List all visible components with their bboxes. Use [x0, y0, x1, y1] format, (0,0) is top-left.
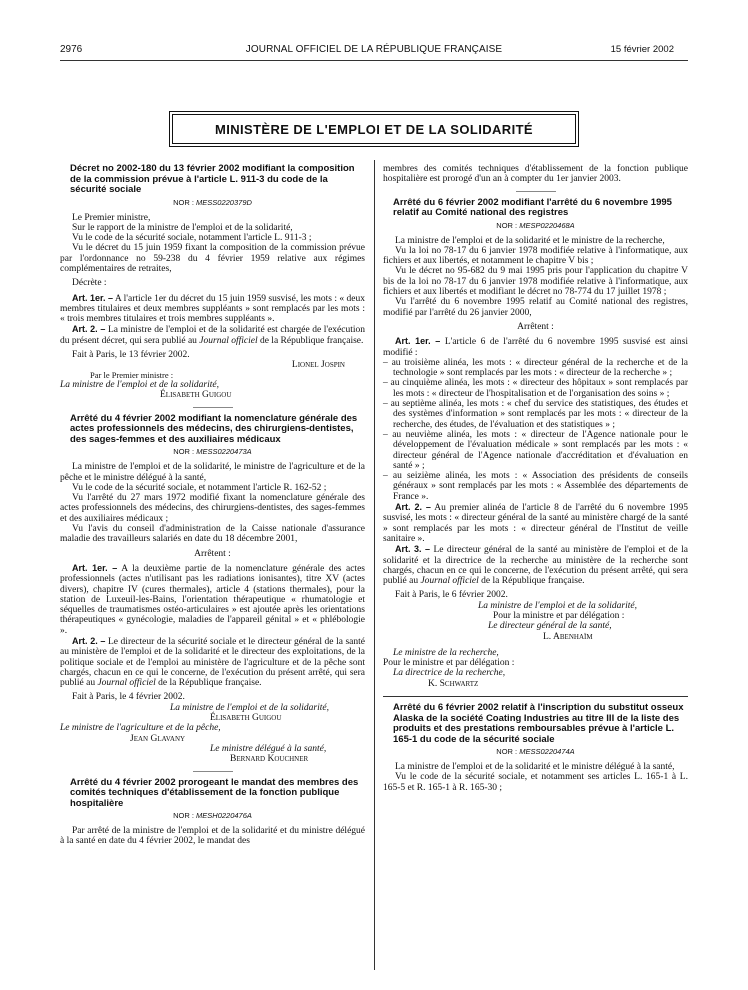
nor-line: NOR : MESS0220473A: [173, 447, 252, 457]
list-item: – au troisième alinéa, les mots : « directeur général de la recherche et de la technologie » sont remplacés par les mots : « directeur de la recherche » ;: [383, 357, 688, 379]
arrete-nomenclature: [60, 414, 365, 765]
article-1: Art. 1er. – L'article 6 de l'arrêté du 6 novembre 1995 susvisé est ainsi modifié :: [383, 336, 689, 358]
paragraph: Vu le code de la sécurité sociale, et notamment l'article R. 162-52 ;: [72, 482, 327, 493]
article-1: Art. 1er. – A la deuxième partie de la nomenclature générale des actes professionnels (actes n'utilisant pas les radiations ionisantes), titre XV (actes divers), chapitre IV (cures thermales), article 4 (stations thermales), pour la station de Luxeuil-les-Bains, l'orientation thérapeutique « rhumatologie et séquelles de traumatismes ostéo-articulaires » est ajoutée après les orientations thérapeutiques « gynécologie, maladies de l'appareil génital » et « phlébologie ».: [60, 562, 365, 636]
fait-a-paris: Fait à Paris, le 6 février 2002.: [395, 590, 508, 601]
page-number: 2976: [60, 44, 83, 55]
arrete-comite-registres: [383, 198, 688, 689]
paragraph: La ministre de l'emploi et de la solidarité et le ministre de la recherche,: [395, 235, 665, 246]
signature-name: Élisabeth Guigou: [160, 390, 232, 401]
signature-role: La ministre de l'emploi et de la solidarité,: [60, 380, 219, 391]
nor-code: MESH0220476A: [196, 811, 252, 821]
nor-line: NOR : MESS0220379D: [173, 197, 252, 207]
doc-title: Arrêté du 6 février 2002 relatif à l'inscription du substitut osseux Alaska de la société Coating Industries au titre III de la liste des produits et des prestations remboursables prévue à l'article L. 165-1 du code de la sécurité sociale: [393, 702, 684, 745]
list-item: – au septième alinéa, les mots : « chef du service des statistiques, des études et des systèmes d'information » sont remplacés par les mots : « directeur de la recherche, des études, de l'évaluation et des statistiques » ;: [383, 399, 688, 430]
journal-title: JOURNAL OFFICIEL DE LA RÉPUBLIQUE FRANÇAISE: [245, 44, 503, 55]
paragraph: La ministre de l'emploi et de la solidarité et le ministre délégué à la santé,: [395, 762, 675, 773]
column-divider: [374, 160, 375, 970]
nor-line: NOR : MESS0220474A: [496, 747, 575, 757]
signature-preamble: Par le Premier ministre :: [90, 369, 174, 380]
article-2: Art. 2. – Au premier alinéa de l'article 8 de l'arrêté du 6 novembre 1995 susvisé, les mots : « directeur général de la santé au ministère chargé de la santé » sont remplacés par les mots : « directeur général de l'Institut de veille sanitaire ».: [383, 502, 688, 544]
doc-title: Arrêté du 4 février 2002 modifiant la nomenclature générale des actes professionnels des médecins, des chirurgiens-dentistes, des sages-femmes et des auxiliaires médicaux: [70, 412, 358, 445]
fait-a-paris: Fait à Paris, le 13 février 2002.: [72, 350, 190, 361]
paragraph: Vu l'arrêté du 6 novembre 1995 relatif au Comité national des registres, modifié par l'arrêté du 26 janvier 2000,: [383, 297, 688, 318]
header-rule: [60, 60, 688, 61]
doc-title: Décret no 2002-180 du 13 février 2002 modifiant la composition de la commission prévue à l'article L. 911-3 du code de la sécurité sociale: [70, 163, 355, 195]
nor-line: NOR : MESP0220468A: [496, 220, 575, 230]
fait-a-paris: Fait à Paris, le 4 février 2002.: [72, 692, 185, 703]
decrete-heading: Décrète :: [72, 278, 107, 289]
signature-name: K. Schwartz: [428, 678, 479, 689]
doc-title: Arrêté du 4 février 2002 prorogeant le mandat des membres des comités techniques d'établissement de la fonction publique hospitalière: [70, 776, 359, 809]
doc-title: Arrêté du 6 février 2002 modifiant l'arrêté du 6 novembre 1995 relatif au Comité national des registres: [393, 196, 672, 219]
signature-role: La ministre de l'emploi et de la solidarité,: [478, 600, 637, 611]
paragraph: Vu l'arrêté du 27 mars 1972 modifié fixant la nomenclature générale des actes professionnels des médecins, des chirurgiens-dentistes, des sages-femmes et des auxiliaires médicaux ;: [60, 493, 365, 524]
signature-role: Le ministre de la recherche,: [393, 647, 499, 658]
separator: [383, 696, 688, 697]
signature-role: Le ministre de l'agriculture et de la pêche,: [60, 723, 221, 734]
article-1: Art. 1er. – A l'article 1er du décret du 15 juin 1959 susvisé, les mots : « deux membres titulaires et deux membres suppléants » sont remplacés par les mots : « trois membres titulaires et trois membres suppléants ».: [60, 292, 365, 325]
list-item: – au cinquième alinéa, les mots : « directeur des hôpitaux » sont remplacés par les mots : « directeur de l'hospitalisation et de l'organisation des soins » ;: [383, 378, 688, 399]
arrete-substitut-osseux: [383, 703, 688, 793]
signature-name: Lionel Jospin: [291, 360, 345, 371]
paragraph: Le Premier ministre,: [72, 212, 151, 223]
issue-date: 15 février 2002: [610, 44, 674, 55]
signature-role: Le ministre délégué à la santé,: [210, 743, 327, 754]
left-column: [60, 164, 365, 847]
amendment-list: [383, 358, 688, 502]
article-3: Art. 3. – Le directeur général de la santé au ministère de l'emploi et de la solidarité et la directrice de la recherche au ministère de la recherche sont chargés, chacun en ce qui le concerne, de l'exécution du présent arrêté, qui sera publié au Journal officiel de la République française.: [383, 544, 688, 587]
paragraph: Vu le décret no 95-682 du 9 mai 1995 pris pour l'application du chapitre V bis de la loi no 78-17 du 6 janvier 1978 modifiée relative à l'informatique, aux fichiers et aux libertés et modifiant le décret no 78-774 du 17 juillet 1978 ;: [383, 266, 688, 298]
signature-preamble: Pour la ministre et par délégation :: [493, 610, 625, 621]
signature-name: L. Abenhaïm: [543, 631, 593, 642]
ministry-banner: MINISTÈRE DE L'EMPLOI ET DE LA SOLIDARITÉ: [172, 114, 576, 144]
right-column: [383, 164, 688, 793]
nor-code: MESS0220379D: [196, 197, 252, 207]
paragraph: La ministre de l'emploi et de la solidarité, le ministre de l'agriculture et de la pêche et le ministre délégué à la santé,: [60, 462, 365, 483]
paragraph: Vu le décret du 15 juin 1959 fixant la composition de la commission prévue par l'ordonnance no 59-238 du 4 février 1959 relative aux régimes complémentaires de retraites,: [60, 243, 365, 274]
nor-line: NOR : MESH0220476A: [173, 811, 252, 821]
paragraph: Vu la loi no 78-17 du 6 janvier 1978 modifiée relative à l'informatique, aux fichiers et aux libertés, et notamment le chapitre V bis ;: [383, 245, 688, 267]
signature-role: La directrice de la recherche,: [393, 668, 506, 679]
article-2: Art. 2. – La ministre de l'emploi et de la solidarité est chargée de l'exécution du présent décret, qui sera publié au Journal officiel de la République française.: [60, 324, 366, 346]
paragraph: Sur le rapport de la ministre de l'emploi et de la solidarité,: [72, 222, 293, 233]
nor-code: MESS0220474A: [519, 747, 575, 757]
nor-code: MESP0220468A: [519, 220, 575, 230]
arretent-heading: Arrêtent :: [194, 548, 231, 559]
paragraph: Par arrêté de la ministre de l'emploi et de la solidarité et du ministre délégué à la santé en date du 4 février 2002, le mandat des: [60, 826, 365, 847]
signature-preamble: Pour le ministre et par délégation :: [383, 658, 515, 669]
paragraph-continued: membres des comités techniques d'établissement de la fonction publique hospitalière est prorogé d'un an à compter du 1er janvier 2003.: [383, 164, 688, 185]
paragraph: Vu le code de la sécurité sociale, notamment l'article L. 911-3 ;: [72, 233, 312, 244]
separator: [193, 407, 233, 408]
signature-name: Élisabeth Guigou: [210, 713, 282, 724]
paragraph: Vu le code de la sécurité sociale, et notamment ses articles L. 165-1 à L. 165-5 et R. 165-1 à R. 165-30 ;: [383, 772, 688, 793]
nor-code: MESS0220473A: [196, 447, 252, 457]
paragraph: Vu l'avis du conseil d'administration de la Caisse nationale d'assurance maladie des travailleurs salariés en date du 18 décembre 2001,: [60, 524, 365, 545]
page-header: [0, 44, 748, 60]
signature-role: La ministre de l'emploi et de la solidarité,: [170, 702, 329, 713]
decree-2002-180: [60, 164, 365, 401]
separator: [193, 771, 233, 772]
list-item: – au neuvième alinéa, les mots : « directeur de l'Agence nationale pour le développement de l'évaluation médicale » sont remplacés par les mots : « directeur général de l'Agence nationale d'accréditation et d'évaluation en santé » ;: [383, 429, 688, 471]
signature-name: Jean Glavany: [130, 733, 186, 744]
arretent-heading: Arrêtent :: [517, 321, 554, 332]
arrete-comites-techniques: [60, 778, 365, 847]
list-item: – au seizième alinéa, les mots : « Association des présidents de conseils généraux » sont remplacés par les mots : « Assemblée des départements de France ».: [383, 471, 688, 502]
article-2: Art. 2. – Le directeur de la sécurité sociale et le directeur général de la santé au ministère de l'emploi et de la solidarité et le directeur des exploitations, de la politique sociale et de l'emploi au ministère de l'agriculture et de la pêche sont chargés, chacun en ce qui le concerne, de l'exécution du présent arrêté, qui sera publié au Journal officiel de la République française.: [60, 636, 366, 689]
separator: [516, 191, 556, 192]
signature-role: Le directeur général de la santé,: [488, 621, 612, 632]
signature-name: Bernard Kouchner: [230, 754, 309, 765]
